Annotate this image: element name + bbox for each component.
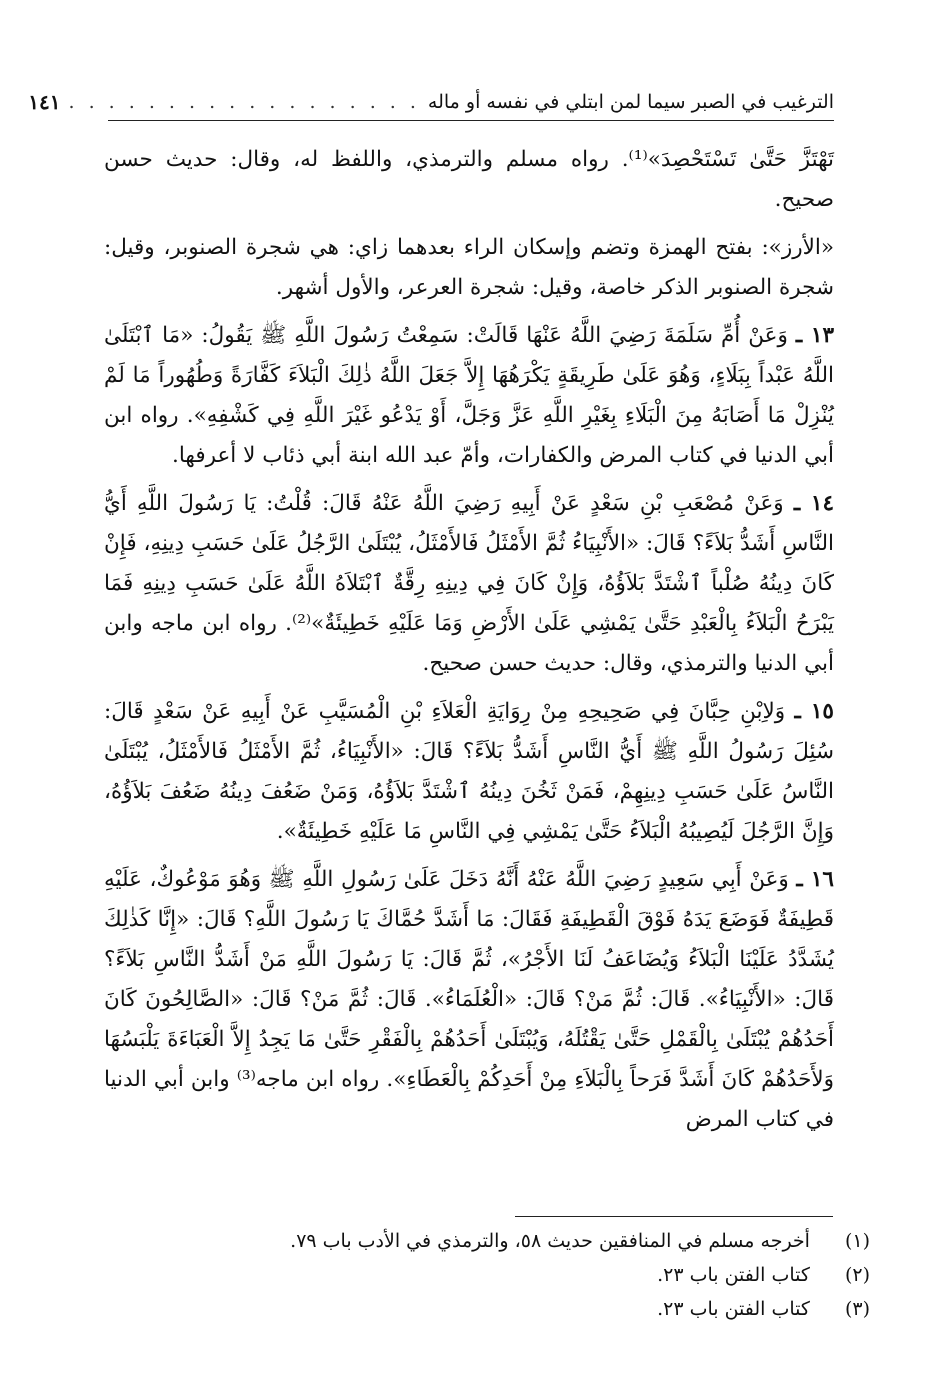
page-number: ١٤١ — [28, 90, 61, 114]
paragraph-text: وَعَنْ أَبِي سَعِيدٍ رَضِيَ اللَّهُ عَنْهُ أَنَّهُ دَخَلَ عَلَىٰ رَسُولِ اللَّهِ ﷺ وَهُوَ مَوْعُوكٌ، عَلَيْهِ قَطِيفَةٌ فَوَضَعَ يَدَهُ فَوْقَ الْقَطِيفَةِ فَقَالَ: مَا أَشَدَّ حُمَّاكَ يَا رَسُولَ اللَّهِ؟ قَالَ: «إِنَّا كَذٰلِكَ يُشَدَّدُ عَلَيْنَا الْبَلاَءُ وَيُضَاعَفُ لَنَا الأَجْرُ»، ثُمَّ قَالَ: يَا رَسُولَ اللَّهِ مَنْ أَشَدُّ النَّاسِ بَلاَءً؟ قَالَ: «الأَنْبِيَاءُ». قَالَ: ثُمَّ مَنْ؟ قَالَ: «الْعُلَمَاءُ». قَالَ: ثُمَّ مَنْ؟ قَالَ: «الصَّالِحُونَ كَانَ أَحَدُهُمْ يُبْتَلَىٰ بِالْقَمْلِ حَتَّىٰ يَقْتُلَهُ، وَيُبْتَلَىٰ أَحَدُهُمْ بِالْفَقْرِ حَتَّىٰ مَا يَجِدُ إِلاَّ الْعَبَاءَةَ يَلْبَسُهَا وَلأَحَدُهُمْ كَانَ أَشَدَّ فَرَحاً بِالْبَلاَءِ مِنْ أَحَدِكُمْ بِالْعَطَاءِ». رواه ابن ماجه⁽³⁾ وابن أبي الدنيا في كتاب المرض — [104, 867, 835, 1132]
hadith-number: ١٤ ـ — [793, 491, 834, 516]
paragraph-text: تَهْتَزَّ حَتَّىٰ تَسْتَحْصِدَ»⁽¹⁾. رواه مسلم والترمذي، واللفظ له، وقال: حديث حسن صحيح. — [104, 147, 834, 212]
paragraph — [104, 228, 834, 308]
footnote — [104, 1224, 870, 1258]
main-text — [104, 140, 834, 1148]
paragraph — [104, 692, 834, 852]
footnote-text: كتاب الفتن باب ٢٣. — [657, 1298, 810, 1320]
footnote-text: كتاب الفتن باب ٢٣. — [657, 1264, 810, 1286]
paragraph — [104, 140, 834, 220]
paragraph — [104, 316, 834, 476]
footnote — [104, 1258, 870, 1292]
hadith-number: ١٦ ـ — [796, 867, 834, 892]
footnote-divider — [515, 1216, 833, 1217]
paragraph — [104, 860, 834, 1140]
footnote — [104, 1292, 870, 1326]
footnote-mark: (١) — [844, 1230, 870, 1252]
footnotes — [104, 1224, 870, 1326]
hadith-number: ١٣ ـ — [795, 323, 834, 348]
paragraph-text: وَلاِبْنِ حِبَّانَ فِي صَحِيحِهِ مِنْ رِوَايَةِ الْعَلاَءِ بْنِ الْمُسَيَّبِ عَنْ أَبِيهِ عَنْ سَعْدٍ قَالَ: سُئِلَ رَسُولُ اللَّهِ ﷺ أَيُّ النَّاسِ أَشَدُّ بَلاَءً؟ قَالَ: «الأَنْبِيَاءُ، ثُمَّ الأَمْثَلُ فَالأَمْثَلُ، يُبْتَلَىٰ النَّاسُ عَلَىٰ حَسَبِ دِينِهِمْ، فَمَنْ ثَخُنَ دِينُهُ ٱشْتَدَّ بَلاَؤُهُ، وَمَنْ ضَعُفَ دِينُهُ ضَعُفَ بَلاَؤُهُ، وَإِنَّ الرَّجُلَ لَيُصِيبُهُ الْبَلاَءُ حَتَّىٰ يَمْشِي فِي النَّاسِ مَا عَلَيْهِ خَطِيئَةٌ». — [104, 699, 834, 844]
paragraph-text: «الأرز»: بفتح الهمزة وتضم وإسكان الراء بعدهما زاي: هي شجرة الصنوبر، وقيل: شجرة الصنوبر الذكر خاصة، وقيل: شجرة العرعر، والأول أشهر. — [104, 235, 834, 300]
leader-dots: . . . . . . . . . . . . . . . . . . — [68, 91, 420, 113]
paragraph-text: وَعَنْ أُمِّ سَلَمَةَ رَضِيَ اللَّهُ عَنْهَا قَالَتْ: سَمِعْتُ رَسُولَ اللَّهِ ﷺ يَقُولُ: «مَا ٱبْتَلَىٰ اللَّهُ عَبْداً بِبَلَاءٍ، وَهُوَ عَلَىٰ طَرِيقَةٍ يَكْرَهُهَا إِلاَّ جَعَلَ اللَّهُ ذٰلِكَ الْبَلاَءَ كَفَّارَةً وَطُهُوراً مَا لَمْ يُنْزِلْ مَا أَصَابَهُ مِنَ الْبَلَاءِ بِغَيْرِ اللَّهِ عَزَّ وَجَلَّ، أَوْ يَدْعُو غَيْرَ اللَّهِ فِي كَشْفِهِ». رواه ابن أبي الدنيا في كتاب المرض والكفارات، وأمّ عبد الله ابنة أبي ذئاب لا أعرفها. — [104, 323, 834, 468]
footnote-mark: (٣) — [844, 1298, 870, 1320]
paragraph-text: وَعَنْ مُصْعَبِ بْنِ سَعْدٍ عَنْ أَبِيهِ رَضِيَ اللَّهُ عَنْهُ قَالَ: قُلْتُ: يَا رَسُولَ اللَّهِ أَيُّ النَّاسِ أَشَدُّ بَلاَءً؟ قَالَ: «الأَنْبِيَاءُ ثُمَّ الأَمْثَلُ فَالأَمْثَلُ، يُبْتَلَىٰ الرَّجُلُ عَلَىٰ حَسَبِ دِينِهِ، فَإِنْ كَانَ دِينُهُ صُلْباً ٱشْتَدَّ بَلاَؤُهُ، وَإِنْ كَانَ فِي دِينِهِ رِقَّةٌ ٱبْتَلاَهُ اللَّهُ عَلَىٰ حَسَبِ دِينِهِ فَمَا يَبْرَحُ الْبَلاَءُ بِالْعَبْدِ حَتَّىٰ يَمْشِي عَلَىٰ الأَرْضِ وَمَا عَلَيْهِ خَطِيئَةٌ»⁽²⁾. رواه ابن ماجه وابن أبي الدنيا والترمذي، وقال: حديث حسن صحيح. — [104, 491, 834, 676]
footnote-text: أخرجه مسلم في المنافقين حديث ٥٨، والترمذي في الأدب باب ٧٩. — [290, 1230, 810, 1252]
footnote-mark: (٢) — [844, 1264, 870, 1286]
running-title: الترغيب في الصبر سيما لمن ابتلي في نفسه أو ماله — [427, 91, 834, 113]
hadith-number: ١٥ ـ — [794, 699, 834, 724]
running-header — [28, 86, 834, 121]
paragraph — [104, 484, 834, 684]
